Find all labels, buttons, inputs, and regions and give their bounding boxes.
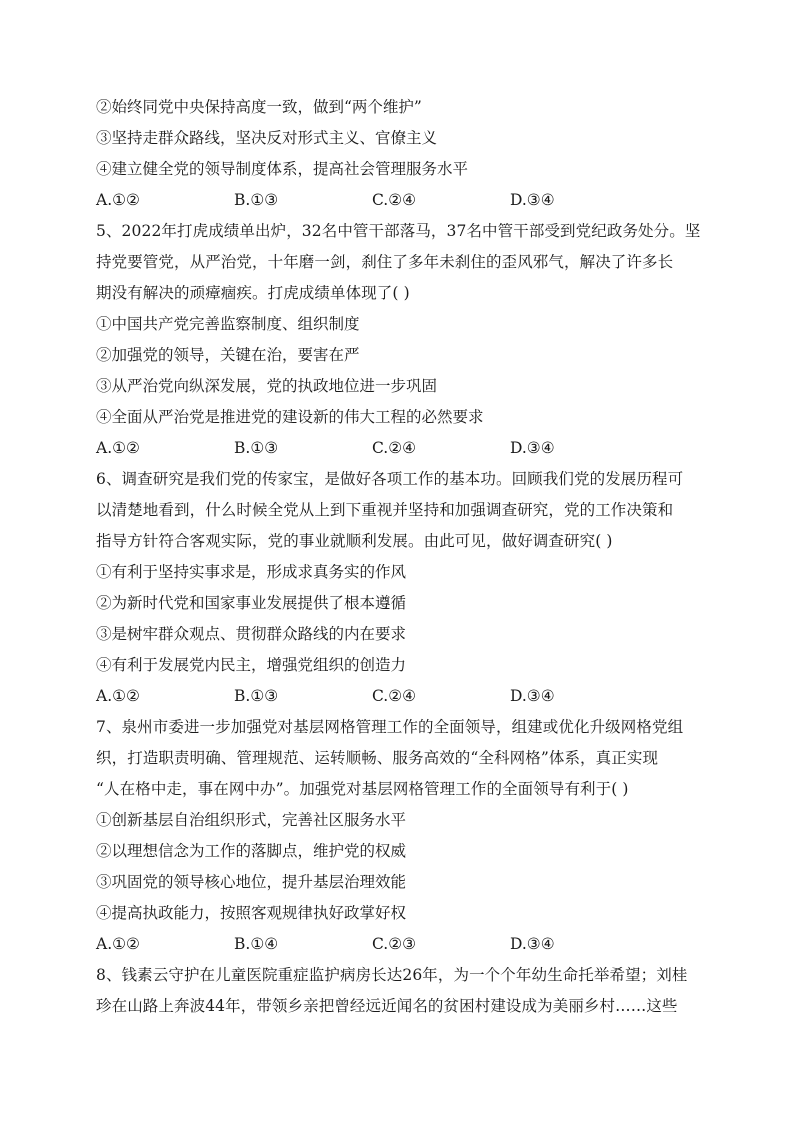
- question-6: [96, 464, 700, 712]
- q6-option-a[interactable]: A.①②: [96, 687, 140, 705]
- q6-item-2: ②为新时代党和国家事业发展提供了根本遵循: [96, 594, 407, 612]
- question-5: [96, 216, 700, 464]
- q6-item-4: ④有利于发展党内民主，增强党组织的创造力: [96, 656, 407, 674]
- q7-stem-line: “人在格中走，事在网中办”。加强党对基层网格管理工作的全面领导有利于( ): [96, 780, 629, 798]
- q5-item-4: ④全面从严治党是推进党的建设新的伟大工程的必然要求: [96, 408, 484, 426]
- q4-item-4: ④建立健全党的领导制度体系，提高社会管理服务水平: [96, 160, 469, 178]
- q6-item-3: ③是树牢群众观点、贯彻群众路线的内在要求: [96, 625, 407, 643]
- question-8: [96, 960, 700, 1022]
- q5-stem-line: 持党要管党，从严治党，十年磨一剑，刹住了多年未刹住的歪风邪气，解决了许多长: [96, 253, 674, 271]
- q5-item-2: ②加强党的领导，关键在治，要害在严: [96, 346, 360, 364]
- q7-item-3: ③巩固党的领导核心地位，提升基层治理效能: [96, 873, 407, 891]
- q8-stem-line: 8、钱素云守护在儿童医院重症监护病房长达26年，为一个个年幼生命托举希望；刘桂: [96, 966, 688, 984]
- q8-stem: [96, 960, 700, 1022]
- q5-option-b[interactable]: B.①③: [234, 439, 279, 457]
- q7-option-d[interactable]: D.③④: [510, 935, 555, 953]
- q4-option-c[interactable]: C.②④: [372, 191, 417, 209]
- q6-option-c[interactable]: C.②④: [372, 687, 417, 705]
- q5-stem-line: 期没有解决的顽瘴痼疾。打虎成绩单体现了( ): [96, 284, 410, 302]
- q7-option-b[interactable]: B.①④: [234, 935, 279, 953]
- q5-options: [96, 433, 700, 464]
- q4-option-d[interactable]: D.③④: [510, 191, 555, 209]
- q7-item-2: ②以理想信念为工作的落脚点，维护党的权威: [96, 842, 407, 860]
- q7-stem-line: 织，打造职责明确、管理规范、运转顺畅、服务高效的“全科网格”体系，真正实现: [96, 749, 659, 767]
- q4-item-3: ③坚持走群众路线，坚决反对形式主义、官僚主义: [96, 129, 438, 147]
- q6-options: [96, 681, 700, 712]
- q4-option-b[interactable]: B.①③: [234, 191, 279, 209]
- q4-item-2: ②始终同党中央保持高度一致，做到“两个维护”: [96, 98, 422, 116]
- q5-option-c[interactable]: C.②④: [372, 439, 417, 457]
- q5-stem: [96, 216, 700, 309]
- q5-item-1: ①中国共产党完善监察制度、组织制度: [96, 315, 360, 333]
- q7-option-a[interactable]: A.①②: [96, 935, 140, 953]
- q7-item-4: ④提高执政能力，按照客观规律执好政掌好权: [96, 904, 407, 922]
- q5-option-a[interactable]: A.①②: [96, 439, 140, 457]
- q6-item-1: ①有利于坚持实事求是，形成求真务实的作风: [96, 563, 407, 581]
- q6-option-b[interactable]: B.①③: [234, 687, 279, 705]
- q6-option-d[interactable]: D.③④: [510, 687, 555, 705]
- q6-stem-line: 6、调查研究是我们党的传家宝，是做好各项工作的基本功。回顾我们党的发展历程可: [96, 470, 684, 488]
- question-4-continued: [96, 92, 700, 216]
- q8-stem-line: 珍在山路上奔波44年，带领乡亲把曾经远近闻名的贫困村建设成为美丽乡村……这些: [96, 997, 678, 1015]
- q7-stem-line: 7、泉州市委进一步加强党对基层网格管理工作的全面领导，组建或优化升级网格党组: [96, 718, 684, 736]
- q5-item-3: ③从严治党向纵深发展，党的执政地位进一步巩固: [96, 377, 438, 395]
- q4-option-a[interactable]: A.①②: [96, 191, 140, 209]
- exam-page: [96, 92, 700, 1022]
- q6-stem-line: 指导方针符合客观实际，党的事业就顺利发展。由此可见，做好调查研究( ): [96, 532, 613, 550]
- q7-option-c[interactable]: C.②③: [372, 935, 417, 953]
- q7-stem: [96, 712, 700, 805]
- q7-options: [96, 929, 700, 960]
- q5-stem-line: 5、2022年打虎成绩单出炉，32名中管干部落马，37名中管干部受到党纪政务处分。坚: [96, 222, 700, 240]
- q5-option-d[interactable]: D.③④: [510, 439, 555, 457]
- q6-stem-line: 以清楚地看到，什么时候全党从上到下重视并坚持和加强调查研究，党的工作决策和: [96, 501, 674, 519]
- q7-item-1: ①创新基层自治组织形式，完善社区服务水平: [96, 811, 407, 829]
- q6-stem: [96, 464, 700, 557]
- q4-options: [96, 185, 700, 216]
- question-7: [96, 712, 700, 960]
